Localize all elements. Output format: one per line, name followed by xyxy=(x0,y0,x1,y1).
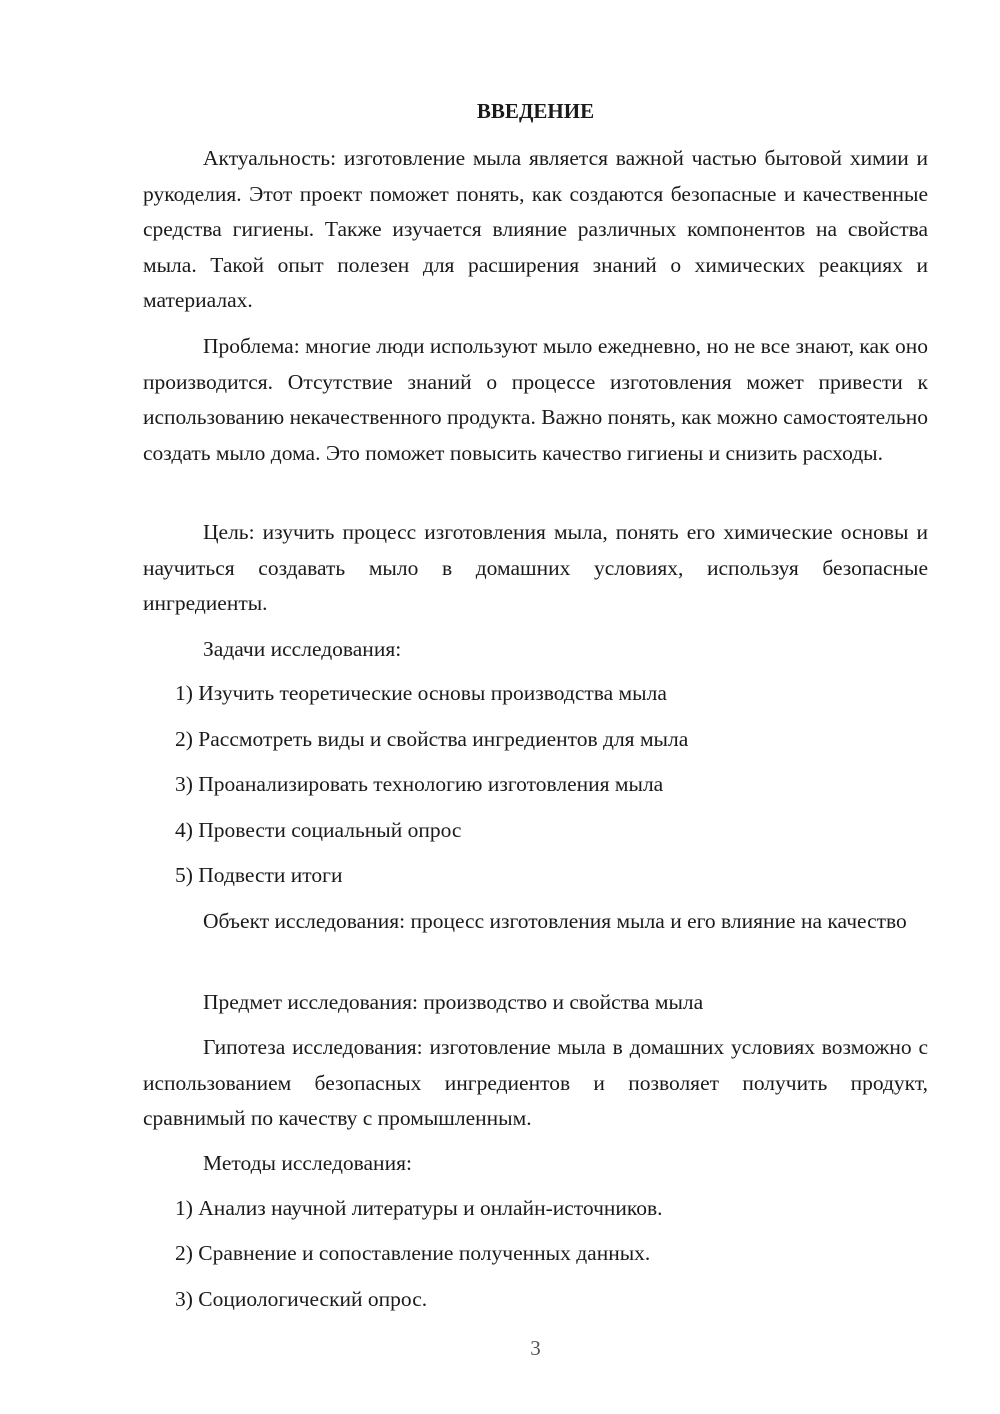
method-item-3: 3) Социологический опрос. xyxy=(175,1287,428,1311)
paragraph-object: Объект исследования: процесс изготовления мыла и его влияние на качество xyxy=(203,909,907,933)
paragraph-goal: Цель: изучить процесс изготовления мыла, понять его химические основы и научиться создавать мыло в домашних условиях, используя безопасные ингредиенты. xyxy=(143,520,928,615)
paragraph-relevance: Актуальность: изготовление мыла является важной частью бытовой химии и рукоделия. Этот проект поможет понять, как создаются безопасные и качественные средства гигиены. Также изучается влияние различных компонентов на свойства мыла. Такой опыт полезен для расширения знаний о химических реакциях и материалах. xyxy=(143,146,928,312)
section-title: ВВЕДЕНИЕ xyxy=(476,99,595,123)
method-item-2: 2) Сравнение и сопоставление полученных данных. xyxy=(175,1241,651,1265)
task-item-3: 3) Проанализировать технологию изготовления мыла xyxy=(175,772,664,796)
method-item-1: 1) Анализ научной литературы и онлайн-источников. xyxy=(175,1196,663,1220)
task-item-5: 5) Подвести итоги xyxy=(175,863,343,887)
tasks-heading: Задачи исследования: xyxy=(203,637,402,661)
task-item-4: 4) Провести социальный опрос xyxy=(175,818,462,842)
paragraph-hypothesis: Гипотеза исследования: изготовление мыла в домашних условиях возможно с использованием безопасных ингредиентов и позволяет получить продукт, сравнимый по качеству с промышленным. xyxy=(143,1035,928,1130)
page-number: 3 xyxy=(530,1336,541,1360)
task-item-2: 2) Рассмотреть виды и свойства ингредиентов для мыла xyxy=(175,727,689,751)
paragraph-problem: Проблема: многие люди используют мыло ежедневно, но не все знают, как оно производится. Отсутствие знаний о процессе изготовления может привести к использованию некачественного продукта. Важно понять, как можно самостоятельно создать мыло дома. Это поможет повысить качество гигиены и снизить расходы. xyxy=(143,334,928,465)
methods-heading: Методы исследования: xyxy=(203,1151,412,1175)
paragraph-subject: Предмет исследования: производство и свойства мыла xyxy=(203,990,704,1014)
task-item-1: 1) Изучить теоретические основы производства мыла xyxy=(175,681,667,705)
